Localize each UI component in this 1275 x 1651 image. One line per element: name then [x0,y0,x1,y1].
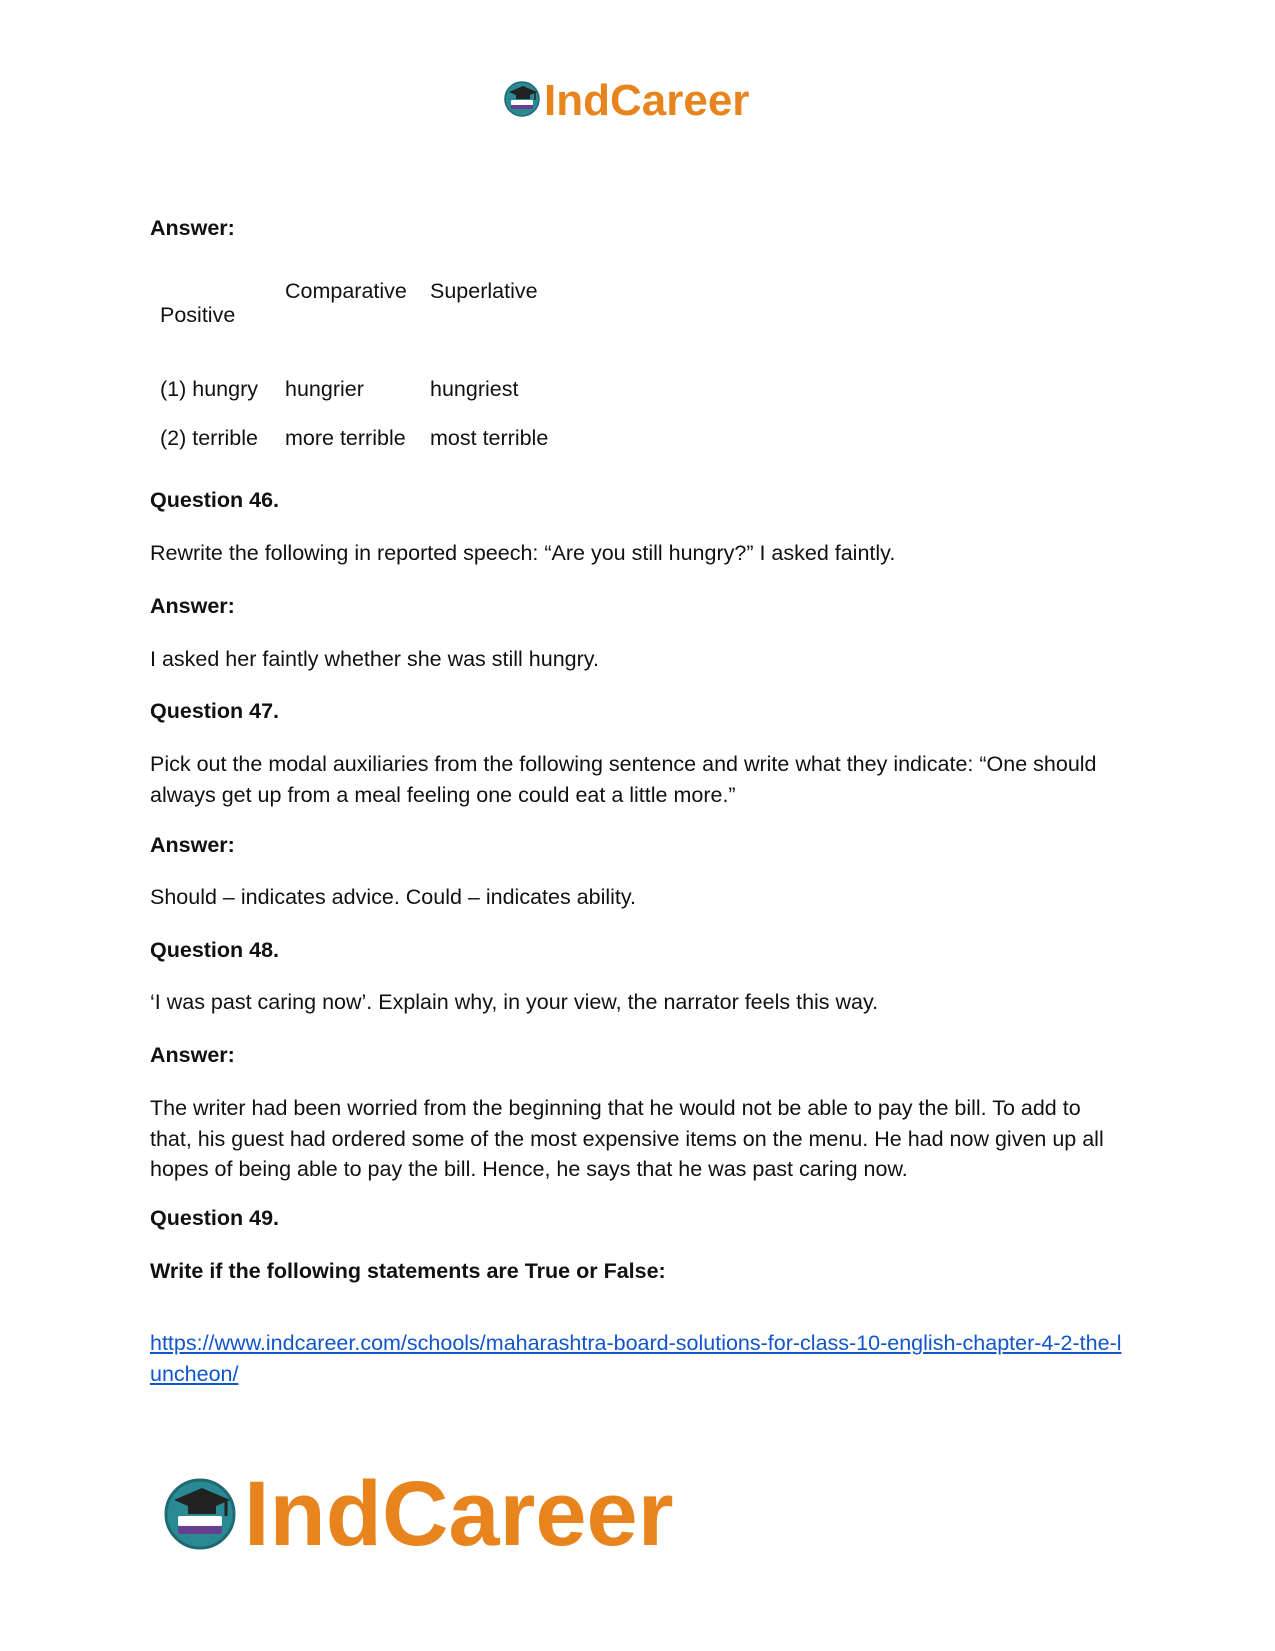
footer-logo [160,1463,674,1565]
question-49-text: Write if the following statements are True or False: [150,1259,666,1283]
header-logo [502,75,750,125]
table-cell: (1) hungry [160,377,258,401]
footer-logo-text: IndCareer [244,1463,674,1565]
answer-47-text: Should – indicates advice. Could – indicates ability. [150,885,637,909]
table-cell: hungriest [430,377,519,401]
graduation-book-icon [160,1472,240,1557]
answer-46-label: Answer: [150,594,235,618]
answer-46-text: I asked her faintly whether she was still hungry. [150,647,599,671]
question-49-label: Question 49. [150,1206,280,1230]
table-cell: most terrible [430,426,549,450]
question-48-text: ‘I was past caring now’. Explain why, in your view, the narrator feels this way. [150,990,879,1014]
question-47-label: Question 47. [150,699,280,723]
answer-45-label: Answer: [150,216,235,240]
table-cell: (2) terrible [160,426,258,450]
table-header-superlative: Superlative [430,279,538,303]
answer-47-label: Answer: [150,833,235,857]
question-47-text: Pick out the modal auxiliaries from the following sentence and write what they indicate: “One should always get up from a meal feeling one could eat a little more.” [150,752,1097,807]
answer-48-label: Answer: [150,1043,235,1067]
graduation-book-icon [502,78,542,123]
table-header-positive: Positive [160,303,236,327]
table-header-comparative: Comparative [285,279,407,303]
source-link[interactable]: https://www.indcareer.com/schools/maharashtra-board-solutions-for-class-10-english-chapter-4-2-the-luncheon/ [150,1331,1122,1386]
table-cell: more terrible [285,426,406,450]
question-48-label: Question 48. [150,938,280,962]
question-46-text: Rewrite the following in reported speech: “Are you still hungry?” I asked faintly. [150,541,896,565]
answer-48-text: The writer had been worried from the beginning that he would not be able to pay the bill. To add to that, his guest had ordered some of the most expensive items on the menu. He had now given up all hopes of being able to pay the bill. Hence, he says that he was past caring now. [150,1096,1104,1181]
question-46-label: Question 46. [150,488,280,512]
table-cell: hungrier [285,377,364,401]
header-logo-text: IndCareer [544,75,750,125]
